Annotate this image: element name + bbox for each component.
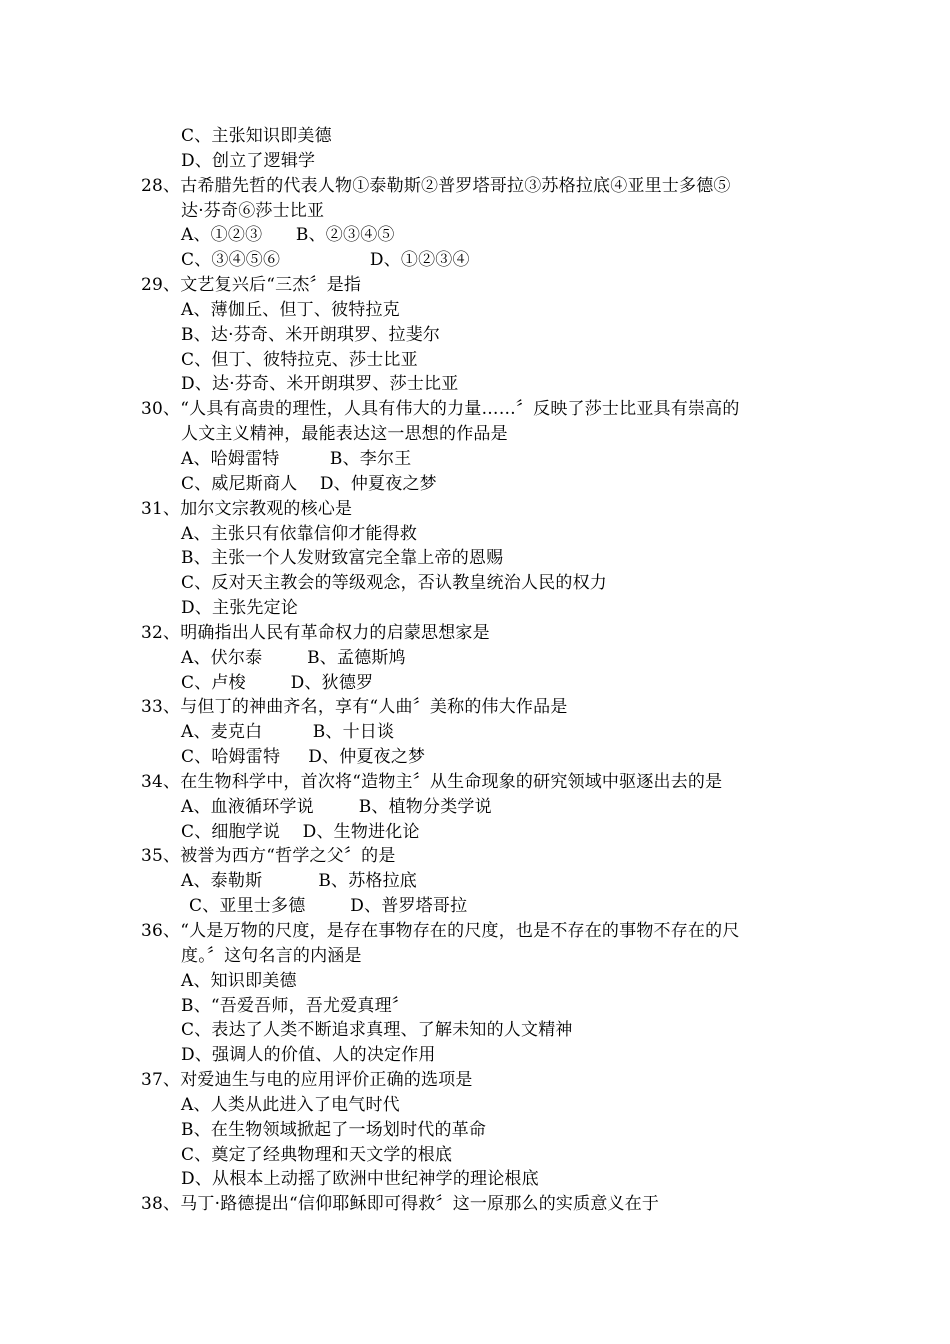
answer-option-line: C、卢梭 D、狄德罗: [181, 672, 374, 693]
answer-option-line: D、创立了逻辑学: [181, 150, 316, 171]
answer-option-line: D、主张先定论: [181, 598, 299, 619]
answer-option-line: D、达·芬奇、米开朗琪罗、莎士比亚: [181, 374, 459, 395]
answer-option-line: C、细胞学说 D、生物进化论: [181, 821, 420, 842]
question-stem: 35、被誉为西方“哲学之父〞的是: [141, 846, 396, 867]
question-stem-continuation: 达·芬奇⑥莎士比亚: [181, 200, 325, 221]
question-stem-continuation: 度。〞这句名言的内涵是: [181, 945, 362, 966]
answer-option-line: C、但丁、彼特拉克、莎士比亚: [181, 349, 418, 370]
answer-option-line: A、麦克白 B、十日谈: [181, 722, 395, 743]
question-stem: 29、文艺复兴后“三杰〞是指: [141, 275, 362, 296]
question-stem: 28、古希腊先哲的代表人物①泰勒斯②普罗塔哥拉③苏格拉底④亚里士多德⑤: [141, 175, 731, 196]
answer-option-line: C、哈姆雷特 D、仲夏夜之梦: [181, 747, 426, 768]
answer-option-line: A、人类从此进入了电气时代: [181, 1094, 400, 1115]
answer-option-line: A、①②③ B、②③④⑤: [181, 225, 395, 246]
question-stem: 33、与但丁的神曲齐名，享有“人曲〞美称的伟大作品是: [141, 697, 568, 718]
answer-option-line: B、“吾爱吾师，吾尤爱真理〞: [181, 995, 409, 1016]
answer-option-line: B、达·芬奇、米开朗琪罗、拉斐尔: [181, 324, 441, 345]
answer-option-line: D、从根本上动摇了欧洲中世纪神学的理论根底: [181, 1169, 539, 1190]
answer-option-line: A、知识即美德: [181, 970, 297, 991]
question-stem: 32、明确指出人民有革命权力的启蒙思想家是: [141, 622, 490, 643]
question-stem: 36、“人是万物的尺度，是存在事物存在的尺度，也是不存在的事物不存在的尺: [141, 921, 740, 941]
question-stem: 38、马丁·路德提出“信仰耶稣即可得救〞这一原那么的实质意义在于: [141, 1194, 660, 1215]
answer-option-line: C、表达了人类不断追求真理、了解未知的人文精神: [181, 1020, 573, 1041]
answer-option-line: C、亚里士多德 D、普罗塔哥拉: [189, 896, 468, 917]
answer-option-line: A、伏尔泰 B、孟德斯鸠: [181, 647, 406, 668]
question-stem: 31、加尔文宗教观的核心是: [141, 498, 353, 519]
answer-option-line: C、威尼斯商人 D、仲夏夜之梦: [181, 473, 437, 494]
answer-option-line: A、哈姆雷特 B、李尔王: [181, 448, 412, 469]
answer-option-line: A、泰勒斯 B、苏格拉底: [181, 871, 418, 892]
question-stem: 34、在生物科学中，首次将“造物主〞从生命现象的研究领域中驱逐出去的是: [141, 771, 723, 792]
answer-option-line: C、主张知识即美德: [181, 126, 332, 146]
question-stem-continuation: 人文主义精神，最能表达这一思想的作品是: [181, 424, 508, 445]
answer-option-line: A、薄伽丘、但丁、彼特拉克: [181, 299, 400, 320]
answer-option-line: C、③④⑤⑥ D、①②③④: [181, 250, 470, 271]
answer-option-line: B、主张一个人发财致富完全靠上帝的恩赐: [181, 548, 504, 569]
answer-option-line: B、在生物领域掀起了一场划时代的革命: [181, 1119, 487, 1140]
question-stem: 30、“人具有高贵的理性，人具有伟大的力量……〞反映了莎士比亚具有崇高的: [141, 399, 740, 420]
answer-option-line: D、强调人的价值、人的决定作用: [181, 1045, 436, 1066]
question-text-block: [141, 124, 821, 1217]
answer-option-line: A、血液循环学说 B、植物分类学说: [181, 796, 492, 817]
answer-option-line: C、反对天主教会的等级观念，否认教皇统治人民的权力: [181, 573, 608, 594]
answer-option-line: A、主张只有依靠信仰才能得救: [181, 523, 418, 544]
answer-option-line: C、奠定了经典物理和天文学的根底: [181, 1144, 453, 1165]
question-stem: 37、对爱迪生与电的应用评价正确的选项是: [141, 1070, 473, 1091]
